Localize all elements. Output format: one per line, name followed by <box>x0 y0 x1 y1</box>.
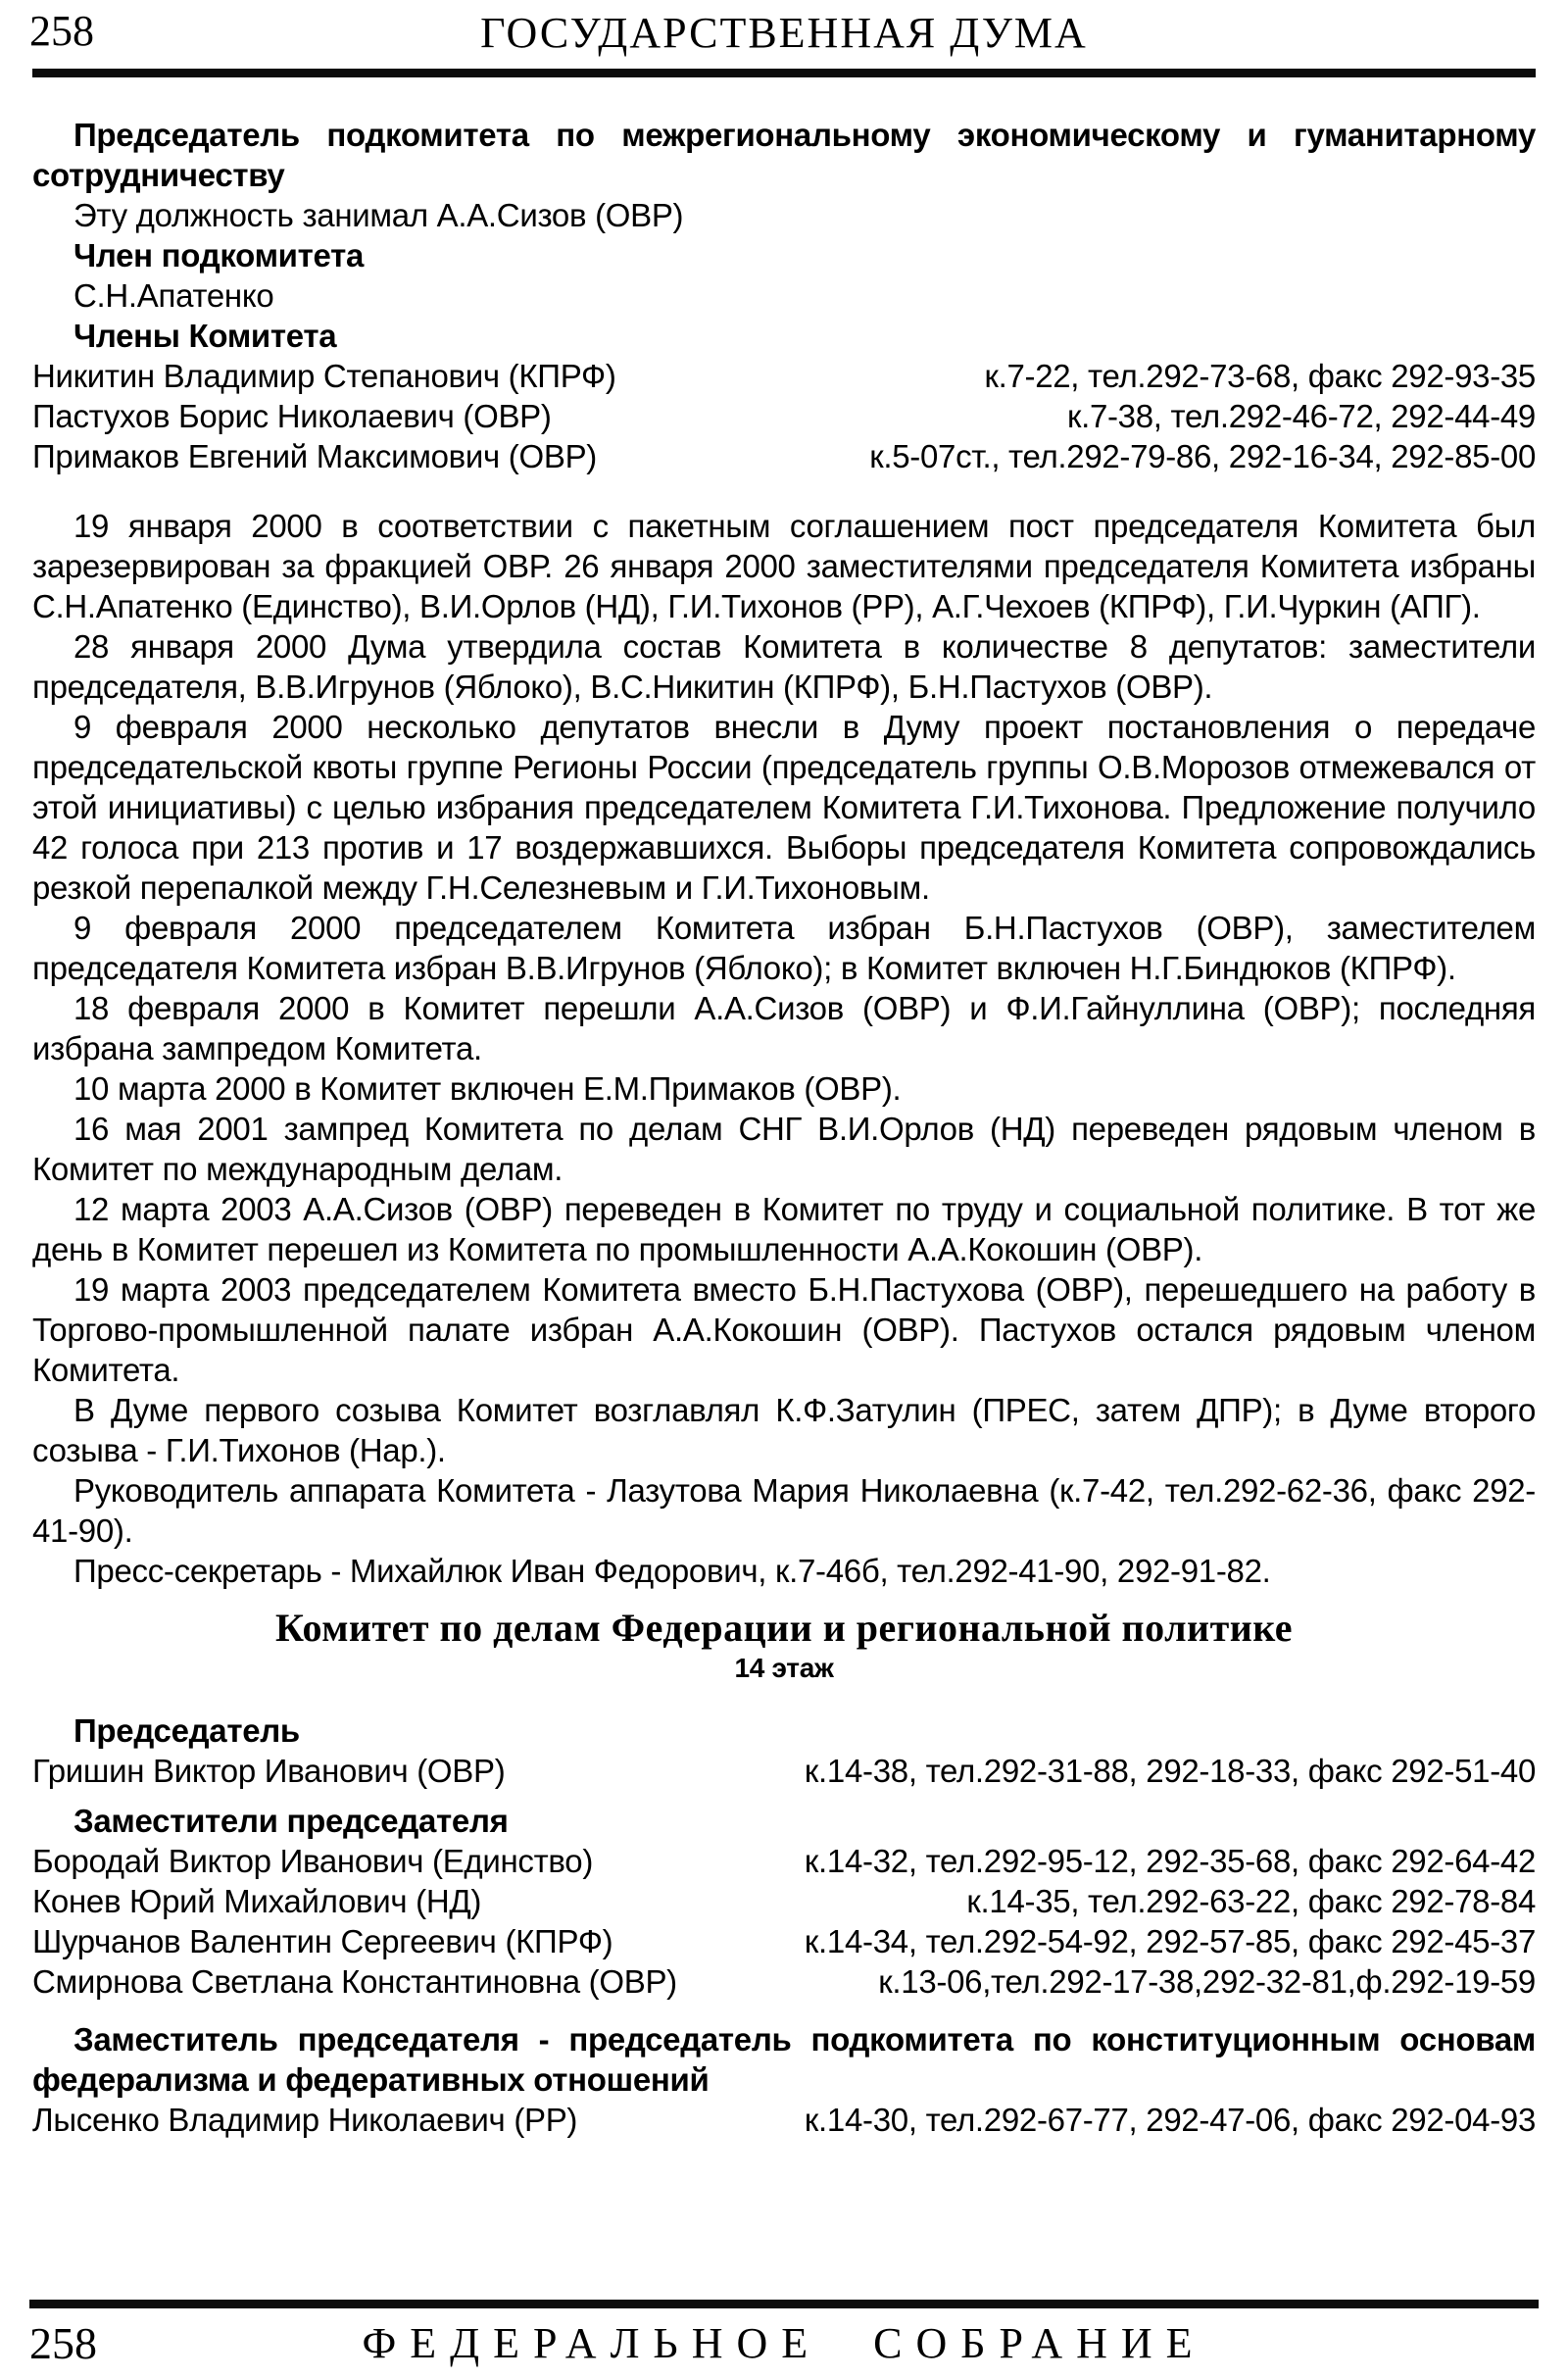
history-paragraph: Руководитель аппарата Комитета - Лазутова Мария Николаевна (к.7-42, тел.292-62-36, факс 292-41-90). <box>32 1472 1536 1549</box>
deputy-name: Смирнова Светлана Константиновна (ОВР) <box>32 1963 677 2000</box>
page-header <box>0 0 1568 77</box>
subcommittee-member-name: С.Н.Апатенко <box>74 277 274 314</box>
deputy-contact: к.13-06,тел.292-17-38,292-32-81,ф.292-19-59 <box>878 1963 1536 2000</box>
footer-line <box>29 2318 1539 2373</box>
subcommittee-member-heading: Член подкомитета <box>74 237 365 273</box>
header-rule <box>32 69 1536 77</box>
committee-title: Комитет по делам Федерации и региональной политике <box>274 1606 1294 1650</box>
subcommittee-chair-heading: Председатель подкомитета по межрегиональному экономическому и гуманитарному сотрудничеству <box>32 117 1536 193</box>
history-paragraph: 9 февраля 2000 несколько депутатов внесли в Думу проект постановления о передаче председательской квоты группе Регионы России (председатель группы О.В.Морозов отмежевался от этой инициативы) с целью избрания председателем Комитета Г.И.Тихонова. Предложение получило 42 голоса при 213 против и 17 воздержавшихся. Выборы председателя Комитета сопровождались резкой перепалкой между Г.Н.Селезневым и Г.И.Тихоновым. <box>32 709 1536 906</box>
member-row <box>32 356 1536 396</box>
deputy-row <box>32 1961 1536 2002</box>
member-contact: к.5-07ст., тел.292-79-86, 292-16-34, 292-85-00 <box>869 438 1536 474</box>
history-paragraph: 28 января 2000 Дума утвердила состав Комитета в количестве 8 депутатов: заместители председателя, В.В.Игрунов (Яблоко), В.С.Никитин (КПРФ), Б.Н.Пастухов (ОВР). <box>32 628 1536 705</box>
chairman-heading: Председатель <box>74 1712 300 1749</box>
deputy-subcommittee-row <box>32 2100 1536 2140</box>
position-holder-note: Эту должность занимал А.А.Сизов (ОВР) <box>74 197 684 233</box>
member-name: Пастухов Борис Николаевич (ОВР) <box>32 398 552 434</box>
chairman-contact: к.14-38, тел.292-31-88, 292-18-33, факс 292-51-40 <box>804 1753 1536 1789</box>
committee-members-list <box>32 356 1536 476</box>
history-paragraph: Пресс-секретарь - Михайлюк Иван Федорович, к.7-46б, тел.292-41-90, 292-91-82. <box>74 1553 1271 1589</box>
page-number-bottom: 258 <box>29 2318 97 2368</box>
deputy-row <box>32 1921 1536 1961</box>
page-number-top: 258 <box>29 7 94 55</box>
history-paragraph: 12 марта 2003 А.А.Сизов (ОВР) переведен в Комитет по труду и социальной политике. В тот же день в Комитет перешел из Комитета по промышленности А.А.Кокошин (ОВР). <box>32 1191 1536 1267</box>
history-paragraph: 9 февраля 2000 председателем Комитета избран Б.Н.Пастухов (ОВР), заместителем председателя Комитета избран В.В.Игрунов (Яблоко); в Комитет включен Н.Г.Биндюков (КПРФ). <box>32 910 1536 986</box>
deputy-name: Шурчанов Валентин Сергеевич (КПРФ) <box>32 1923 613 1959</box>
deputies-heading: Заместители председателя <box>74 1803 509 1839</box>
deputy-subcommittee-name: Лысенко Владимир Николаевич (РР) <box>32 2102 578 2138</box>
history-paragraph: 19 января 2000 в соответствии с пакетным соглашением пост председателя Комитета был зарезервирован за фракцией ОВР. 26 января 2000 заместителями председателя Комитета избраны С.Н.Апатенко (Единство), В.И.Орлов (НД), Г.И.Тихонов (РР), А.Г.Чехоев (КПРФ), Г.И.Чуркин (АПГ). <box>32 508 1536 624</box>
footer-title: ФЕДЕРАЛЬНОЕ СОБРАНИЕ <box>362 2319 1206 2367</box>
deputy-name: Бородай Виктор Иванович (Единство) <box>32 1843 594 1879</box>
member-row <box>32 436 1536 476</box>
member-name: Никитин Владимир Степанович (КПРФ) <box>32 358 616 394</box>
history-paragraph: 10 марта 2000 в Комитет включен Е.М.Примаков (ОВР). <box>74 1070 902 1107</box>
history-paragraph: В Думе первого созыва Комитет возглавлял К.Ф.Затулин (ПРЕС, затем ДПР); в Думе второго созыва - Г.И.Тихонов (Нар.). <box>32 1392 1536 1468</box>
chairman-row <box>32 1751 1536 1791</box>
member-row <box>32 396 1536 436</box>
deputy-row <box>32 1881 1536 1921</box>
chairman-name: Гришин Виктор Иванович (ОВР) <box>32 1753 506 1789</box>
history-paragraph: 16 мая 2001 зампред Комитета по делам СНГ В.И.Орлов (НД) переведен рядовым членом в Комитет по международным делам. <box>32 1111 1536 1187</box>
deputies-list <box>32 1841 1536 2002</box>
member-name: Примаков Евгений Максимович (ОВР) <box>32 438 597 474</box>
deputy-contact: к.14-34, тел.292-54-92, 292-57-85, факс 292-45-37 <box>804 1923 1536 1959</box>
deputy-row <box>32 1841 1536 1881</box>
deputy-subcommittee-heading: Заместитель председателя - председатель подкомитета по конституционным основам федерализма и федеративных отношений <box>32 2021 1536 2098</box>
deputy-contact: к.14-32, тел.292-95-12, 292-35-68, факс 292-64-42 <box>804 1843 1536 1879</box>
page-footer <box>0 2300 1568 2379</box>
deputy-contact: к.14-35, тел.292-63-22, факс 292-78-84 <box>966 1883 1536 1919</box>
footer-rule <box>29 2300 1539 2308</box>
committee-members-heading: Члены Комитета <box>74 318 337 354</box>
history-paragraph: 18 февраля 2000 в Комитет перешли А.А.Сизов (ОВР) и Ф.И.Гайнуллина (ОВР); последняя избрана зампредом Комитета. <box>32 990 1536 1066</box>
member-contact: к.7-38, тел.292-46-72, 292-44-49 <box>1066 398 1536 434</box>
committee-history <box>32 506 1536 1591</box>
header-title: ГОСУДАРСТВЕННАЯ ДУМА <box>480 9 1088 57</box>
history-paragraph: 19 марта 2003 председателем Комитета вместо Б.Н.Пастухова (ОВР), перешедшего на работу в Торгово-промышленной палате избран А.А.Кокошин (ОВР). Пастухов остался рядовым членом Комитета. <box>32 1271 1536 1388</box>
page-content <box>0 77 1568 2140</box>
committee-floor: 14 этаж <box>734 1653 834 1683</box>
member-contact: к.7-22, тел.292-73-68, факс 292-93-35 <box>984 358 1536 394</box>
deputy-subcommittee-contact: к.14-30, тел.292-67-77, 292-47-06, факс 292-04-93 <box>804 2102 1536 2138</box>
deputy-name: Конев Юрий Михайлович (НД) <box>32 1883 482 1919</box>
